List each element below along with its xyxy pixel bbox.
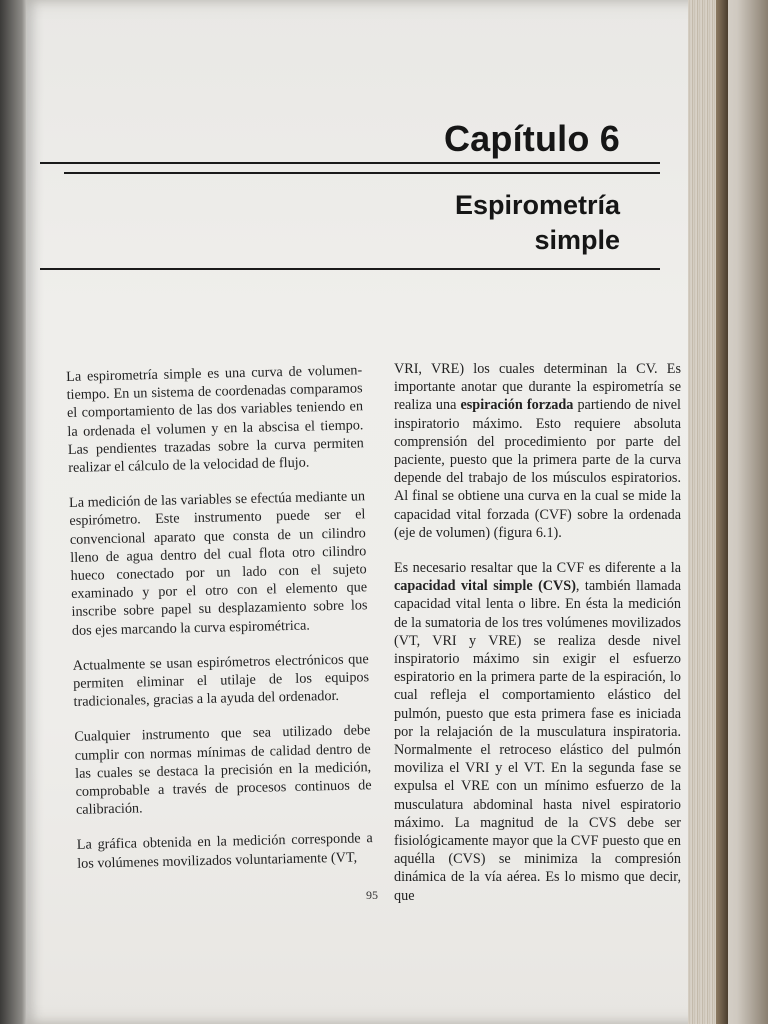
chapter-subtitle [455,188,620,258]
left-paragraph-4: Cualquier instrumento que sea utilizado debe cumplir con normas mínimas de calidad dentro de las cuales se destaca la precisión en la medición, comprobable a través de procesos continuos de calibración. [74,722,372,819]
right-p2-text-a: Es necesario resaltar que la CVF es diferente a la [394,560,681,577]
subtitle-rule [40,268,660,270]
subtitle-line-1: Espirometría [454,190,620,220]
right-column [394,360,681,922]
right-p1-bold: espiración forzada [460,397,574,414]
right-paragraph-1 [394,360,681,542]
left-paragraph-2: La medición de las variables se efectúa mediante un espirómetro. Este instrumento puede ser el convencional aparato que consta de un cilindro lleno de agua dentro del cual flota otro cilindro hueco conectado por un lado con el sujeto examinado y por el otro con el elemento que inscribe sobre papel su desplazamiento sobre los dos ejes marcando la curva espirométrica. [68,488,368,639]
header-rule-second [64,172,660,174]
right-p1-text-a: VRI, VRE) los cuales determinan la CV. Es importante anotar que durante la espirometría se realiza una [394,361,681,414]
right-p2-text-c: , también llamada capacidad vital lenta o libre. En ésta la medición de la sumatoria de los tres volúmenes movilizados (VT, VRI y VRE) se realiza desde nivel inspiratorio máximo sin exigir el esfuerzo espiratorio en la primera parte de la espiración, lo cual refleja el comportamiento elástico del pulmón, puesto que esta primera fase es iniciada por la relajación de la musculatura inspiratoria. Normalmente el retroceso elástico del pulmón moviliza el VRI y el VT. En la segunda fase se expulsa el VRE con un mínimo esfuerzo de la musculatura abdominal hasta nivel espiratorio máximo. La magnitud de la CVS debe ser fisiológicamente mayor que la CVF puesto que en aquélla (CVS) se minimiza la compresión dinámica de la vía aérea. Es lo mismo que decir, que [394,578,681,904]
page-edges [688,0,728,1024]
right-p2-bold: capacidad vital simple (CVS) [394,578,576,595]
left-paragraph-3: Actualmente se usan espirómetros electrónicos que permiten eliminar el utilaje de los equipos tradicionales, gracias a la ayuda del ordenador. [72,651,370,711]
page-number: 95 [366,888,378,902]
left-paragraph-5: La gráfica obtenida en la medición corresponde a los volúmenes movilizados voluntariamente (VT, [76,830,373,872]
header-rule-top [40,162,660,164]
left-column [66,361,374,889]
subtitle-line-2: simple [534,225,620,255]
book-page [26,0,728,1024]
right-p1-text-c: partiendo de nivel inspiratorio máximo. Esto requiere absoluta comprensión del procedimiento por parte del paciente, puesto que la primera parte de la curva depende del trabajo de los músculos espiratorios. Al final se obtiene una curva en la cual se mide la capacidad vital forzada (CVF) sobre la ordenada (eje de volumen) (figura 6.1). [394,397,681,541]
chapter-title: Capítulo 6 [443,118,620,159]
left-paragraph-1: La espirometría simple es una curva de volumen-tiempo. En un sistema de coordenadas comparamos el comportamiento de las dos variables teniendo en la ordenada el volumen y en la abscisa el tiempo. Las pendientes trazadas sobre la curva permiten realizar el cálculo de la velocidad de flujo. [66,362,364,476]
right-paragraph-2 [394,559,681,905]
